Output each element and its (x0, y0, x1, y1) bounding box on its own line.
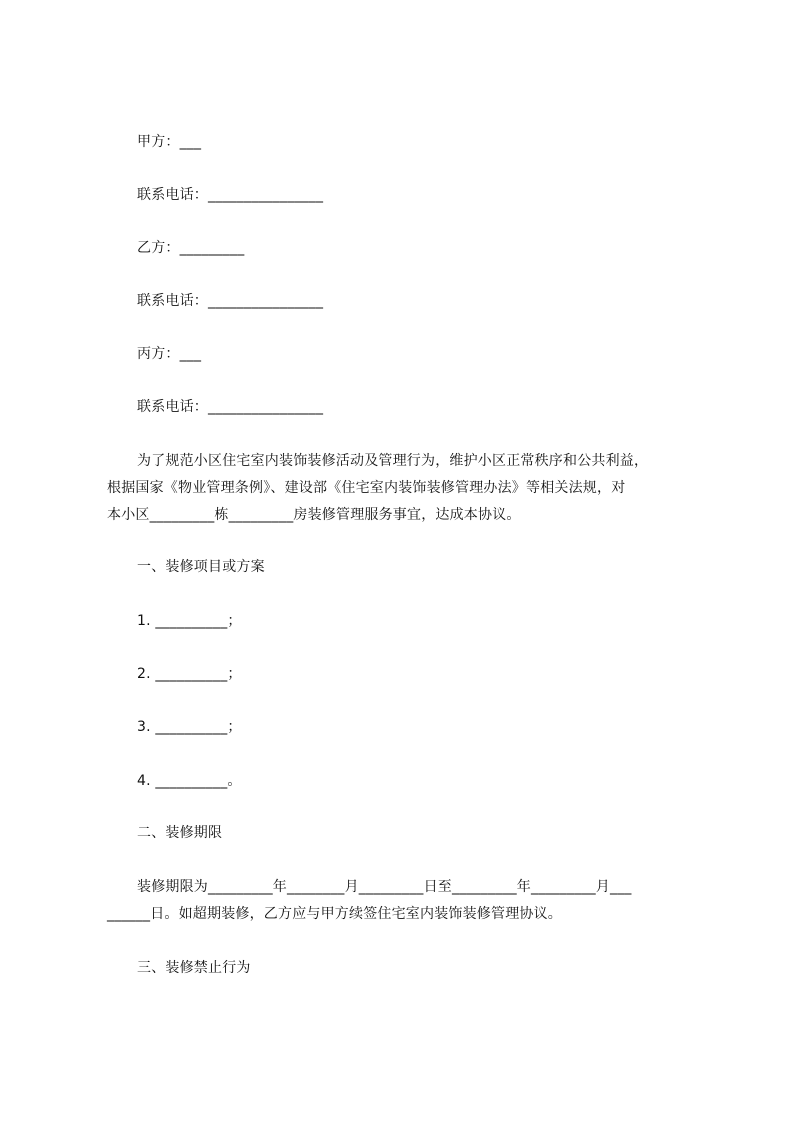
intro-paragraph-line-3: 本小区_________栋_________房装修管理服务事宜，达成本协议。 (107, 507, 521, 523)
section-1-item: 1. __________； (137, 613, 242, 629)
section-2-heading: 二、装修期限 (137, 825, 223, 841)
section-1-heading: 一、装修项目或方案 (137, 559, 265, 575)
section-1-item: 4. __________。 (137, 773, 242, 789)
section-3-heading: 三、装修禁止行为 (137, 960, 251, 976)
intro-paragraph-line-2: 根据国家《物业管理条例》、建设部《住宅室内装饰装修管理办法》等相关法规，对 (107, 480, 626, 496)
party-c-phone-line: 联系电话：________________ (137, 399, 324, 415)
party-b-line: 乙方：_________ (137, 240, 245, 256)
party-a-phone-line: 联系电话：________________ (137, 187, 324, 203)
party-b-phone-line: 联系电话：________________ (137, 293, 324, 309)
intro-paragraph-line-1: 为了规范小区住宅室内装饰装修活动及管理行为，维护小区正常秩序和公共利益， (137, 453, 649, 469)
section-1-item: 3. __________； (137, 719, 242, 735)
party-c-line: 丙方：___ (137, 346, 202, 362)
party-a-line: 甲方：___ (137, 134, 202, 150)
section-2-paragraph-line-1: 装修期限为_________年________月_________日至_________年_________月___ (137, 879, 632, 895)
section-1-item: 2. __________； (137, 666, 242, 682)
section-2-paragraph-line-2: ______日。如超期装修，乙方应与甲方续签住宅室内装饰装修管理协议。 (107, 906, 562, 922)
